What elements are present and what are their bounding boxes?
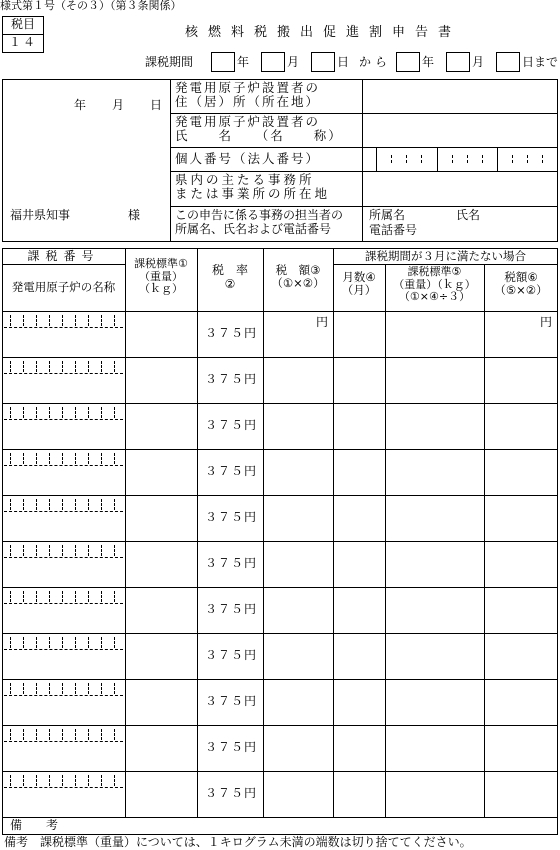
tax-item-code: １４ [8, 35, 37, 49]
reactor-name-field[interactable] [3, 743, 124, 769]
office-label: 県内の主たる事務所 または事業所の所在地 [175, 172, 331, 202]
tax-rate-value: ３７５円 [204, 372, 257, 386]
tax-amount-field[interactable] [264, 312, 332, 356]
months-field[interactable] [334, 450, 384, 494]
tax-base-field[interactable] [126, 542, 196, 586]
address-field[interactable] [363, 80, 557, 113]
contact-label: この申告に係る事務の担当者の 所属名、氏名および電話番号 [175, 208, 344, 236]
tax-amount6-field[interactable] [485, 634, 557, 678]
tax-rate-value: ３７５円 [204, 556, 257, 570]
name-field[interactable] [363, 114, 557, 147]
amount6-yen-unit: 円 [540, 315, 553, 329]
months-header: 月数④ （月） [341, 270, 377, 298]
tax-rate-value: ３７５円 [204, 326, 257, 340]
page-title: 核燃料税搬出促進割申告書 [185, 25, 462, 40]
tax-rate-header: 税 率 ② [211, 263, 248, 291]
date-month-label: 月 [112, 98, 125, 112]
tax-base5-field[interactable] [386, 542, 483, 586]
period-to-year-field[interactable] [396, 52, 420, 72]
contact-dept-label: 所属名 [369, 208, 406, 222]
reactor-name-field[interactable] [3, 651, 124, 677]
period-to-month-field[interactable] [446, 52, 470, 72]
tax-amount6-field[interactable] [485, 312, 557, 356]
tax-amount6-field[interactable] [485, 588, 557, 632]
months-field[interactable] [334, 496, 384, 540]
months-field[interactable] [334, 588, 384, 632]
personal-number-label: 個人番号（法人番号） [175, 151, 321, 166]
tax-rate-value: ３７５円 [204, 740, 257, 754]
tax-amount-field[interactable] [264, 450, 332, 494]
period-from-day-field[interactable] [311, 52, 335, 72]
months-field[interactable] [334, 312, 384, 356]
tax-base5-field[interactable] [386, 726, 483, 770]
tax-item-label: 税目 [10, 17, 35, 31]
reactor-name-field[interactable] [3, 789, 124, 815]
footnote: 備考 課税標準（重量）については、１キログラム未満の端数は切り捨ててください。 [4, 835, 472, 849]
tax-amount6-field[interactable] [485, 496, 557, 540]
period-from-day-unit: 日 [337, 55, 350, 69]
tax-amount6-field[interactable] [485, 450, 557, 494]
tax-base5-field[interactable] [386, 404, 483, 448]
tax-base-field[interactable] [126, 450, 196, 494]
tax-base-header: 課税標準① （重量） （ｋｇ） [134, 257, 188, 296]
tax-amount-field[interactable] [264, 358, 332, 402]
tax-amount-field[interactable] [264, 496, 332, 540]
tax-base-field[interactable] [126, 680, 196, 724]
tax-base5-field[interactable] [386, 634, 483, 678]
tax-base5-field[interactable] [386, 772, 483, 816]
tax-rate-value: ３７５円 [204, 510, 257, 524]
tax-amount6-field[interactable] [485, 772, 557, 816]
tax-base5-field[interactable] [386, 588, 483, 632]
tax-rate-value: ３７５円 [204, 648, 257, 662]
months-field[interactable] [334, 358, 384, 402]
tax-base-field[interactable] [126, 312, 196, 356]
period-label: 課税期間 [145, 55, 194, 69]
name-label: 発電用原子炉設置者の 氏 名 （名 称） [175, 114, 343, 144]
tax-base5-field[interactable] [386, 312, 483, 356]
remarks-label: 備 考 [10, 818, 59, 832]
tax-amount-field[interactable] [264, 588, 332, 632]
date-year-label: 年 [74, 98, 87, 112]
address-label: 発電用原子炉設置者の 住（居）所（所在地） [175, 80, 321, 110]
reactor-name-field[interactable] [3, 421, 124, 447]
contact-person-label: 氏名 [456, 208, 481, 222]
tax-base-field[interactable] [126, 634, 196, 678]
reactor-name-field[interactable] [3, 329, 124, 355]
addressee-honorific: 様 [128, 208, 141, 222]
period-from-month-field[interactable] [261, 52, 285, 72]
reactor-name-header: 発電用原子炉の名称 [11, 280, 116, 294]
months-field[interactable] [334, 634, 384, 678]
tax-amount-field[interactable] [264, 542, 332, 586]
tax-rate-value: ３７５円 [204, 694, 257, 708]
date-day-label: 日 [150, 98, 163, 112]
period-to-day-unit: 日まで [522, 55, 559, 69]
tax-base-field[interactable] [126, 772, 196, 816]
tax-amount6-field[interactable] [485, 358, 557, 402]
tax-amount-field[interactable] [264, 726, 332, 770]
period-from-month-unit: 月 [287, 55, 300, 69]
addressee: 福井県知事 [10, 208, 71, 222]
tax-base5-field[interactable] [386, 450, 483, 494]
reactor-name-field[interactable] [3, 375, 124, 401]
months-field[interactable] [334, 772, 384, 816]
reactor-name-field[interactable] [3, 513, 124, 539]
tax-base-field[interactable] [126, 588, 196, 632]
months-field[interactable] [334, 404, 384, 448]
period-to-day-field[interactable] [496, 52, 520, 72]
period-from-year-field[interactable] [211, 52, 235, 72]
tax-amount-header: 税 額③ （①×②） [271, 263, 325, 291]
tax-number-header: 課税番号 [27, 249, 100, 263]
tax-base-field[interactable] [126, 726, 196, 770]
tax-amount6-field[interactable] [485, 726, 557, 770]
tax-base-field[interactable] [126, 404, 196, 448]
remarks-field[interactable] [126, 818, 557, 834]
tax-amount-field[interactable] [264, 404, 332, 448]
tax-amount-field[interactable] [264, 680, 332, 724]
tax-item-box [2, 16, 44, 53]
reactor-name-field[interactable] [3, 605, 124, 631]
under-three-months-header: 課税期間が３月に満たない場合 [365, 249, 526, 263]
tax-base5-field[interactable] [386, 680, 483, 724]
period-from-word: から [359, 55, 392, 69]
tax-rate-value: ３７５円 [204, 464, 257, 478]
contact-phone-label: 電話番号 [369, 223, 418, 237]
months-field[interactable] [334, 726, 384, 770]
tax-amount6-field[interactable] [485, 680, 557, 724]
tax-rate-value: ３７５円 [204, 602, 257, 616]
tax-amount-field[interactable] [264, 634, 332, 678]
period-from-year-unit: 年 [237, 55, 250, 69]
tax-amount6-header: 税額⑥ （⑤×②） [494, 270, 548, 298]
office-field[interactable] [363, 172, 557, 206]
tax-amount6-field[interactable] [485, 404, 557, 448]
tax-base-field[interactable] [126, 496, 196, 540]
tax-base5-field[interactable] [386, 358, 483, 402]
tax-base-field[interactable] [126, 358, 196, 402]
reactor-name-field[interactable] [3, 559, 124, 585]
period-to-year-unit: 年 [422, 55, 435, 69]
period-to-month-unit: 月 [472, 55, 485, 69]
months-field[interactable] [334, 542, 384, 586]
form-number: 様式第１号（その３）（第３条関係） [0, 0, 182, 12]
tax-amount-field[interactable] [264, 772, 332, 816]
tax-base5-header: 課税標準⑤ （重量）（ｋｇ） （①×④÷３） [393, 265, 476, 304]
tax-rate-value: ３７５円 [204, 418, 257, 432]
tax-rate-value: ３７５円 [204, 786, 257, 800]
tax-amount6-field[interactable] [485, 542, 557, 586]
tax-base5-field[interactable] [386, 496, 483, 540]
amount-yen-unit: 円 [316, 315, 329, 329]
reactor-name-field[interactable] [3, 467, 124, 493]
reactor-name-field[interactable] [3, 697, 124, 723]
months-field[interactable] [334, 680, 384, 724]
